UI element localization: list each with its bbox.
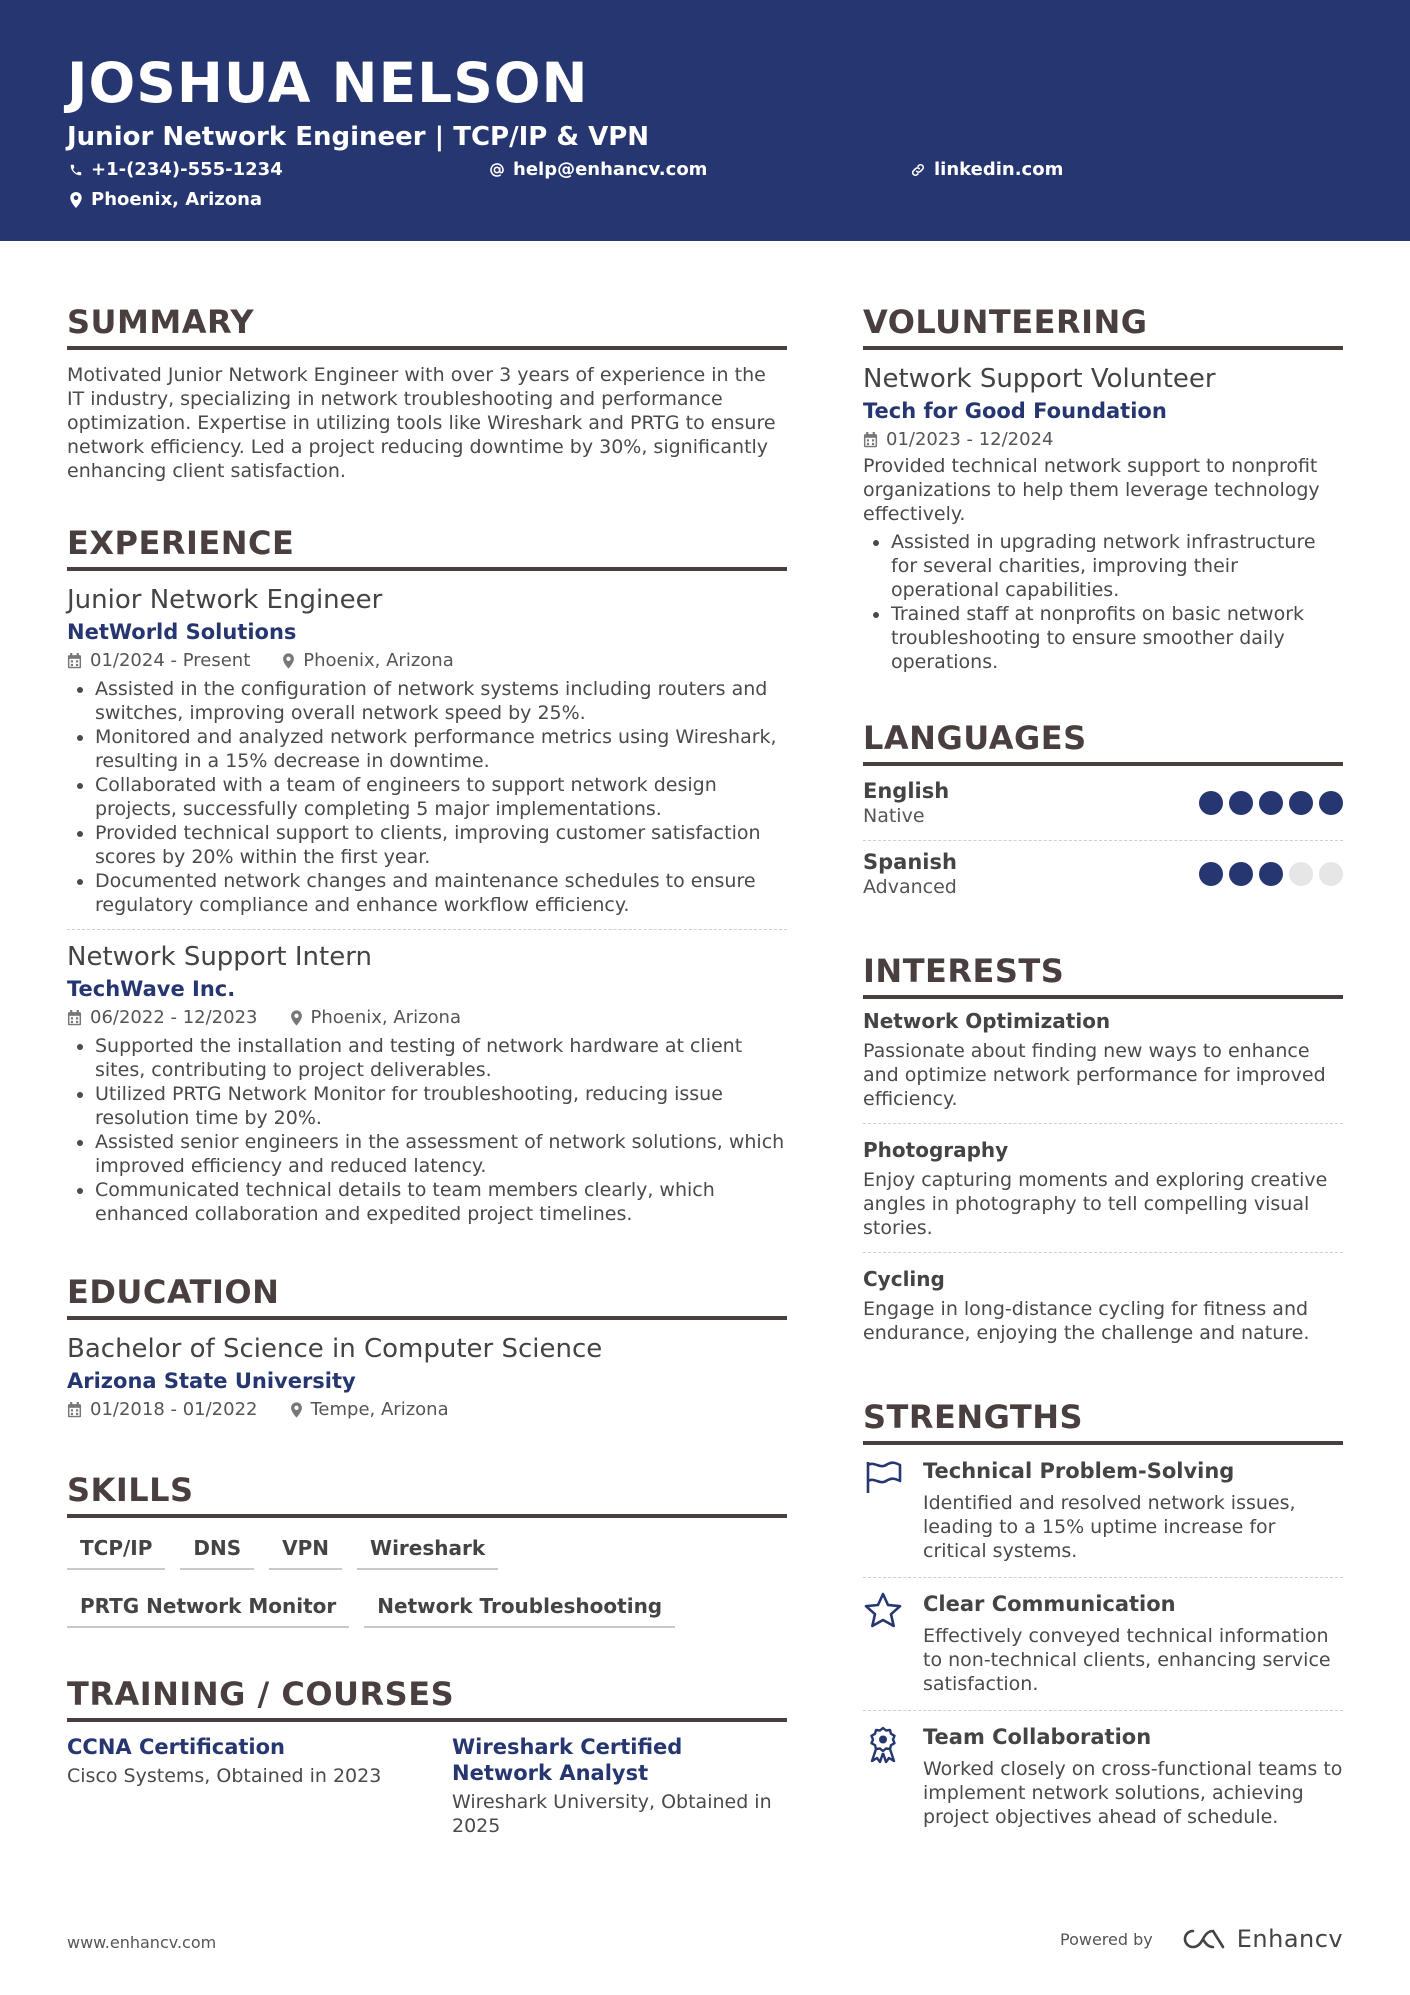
header-banner: [0, 0, 1410, 241]
section-title-interests: INTERESTS: [863, 947, 1343, 999]
list-item: • Trained staff at nonprofits on basic network troubleshooting to ensure smoother daily operations.: [891, 602, 1343, 674]
rating-dot-filled: [1199, 862, 1223, 886]
calendar-icon: [67, 653, 82, 669]
skill-tag: PRTG Network Monitor: [67, 1588, 349, 1628]
section-title-training: TRAINING / COURSES: [67, 1670, 787, 1722]
location-pin-icon: [282, 653, 295, 669]
brand-name: Enhancv: [1236, 1925, 1344, 1953]
list-item: • Monitored and analyzed network performance metrics using Wireshark, resulting in a 15% decrease in downtime.: [95, 725, 787, 773]
job-location: Phoenix, Arizona: [310, 1007, 461, 1028]
powered-by-text: Powered by: [1060, 1929, 1153, 1949]
job-dates: 01/2024 - Present: [90, 650, 251, 671]
experience-section: [67, 519, 787, 1226]
language-name: Spanish: [863, 850, 957, 874]
languages-section: [863, 714, 1343, 911]
right-column: [863, 298, 1343, 1843]
skills-list: [67, 1530, 787, 1646]
strength-item: [863, 1711, 1343, 1843]
strengths-section: [863, 1393, 1343, 1843]
volunteer-org[interactable]: Tech for Good Foundation: [863, 399, 1167, 423]
interest-text: Passionate about finding new ways to enhance and optimize network performance for improved efficiency.: [863, 1040, 1326, 1110]
education-section: [67, 1268, 787, 1424]
location-text: Phoenix, Arizona: [91, 189, 263, 210]
rating-dot-filled: [1199, 791, 1223, 815]
degree-title: Bachelor of Science in Computer Science: [67, 1334, 603, 1364]
education-meta: [67, 1396, 787, 1424]
job-company[interactable]: TechWave Inc.: [67, 977, 236, 1001]
flag-icon: [863, 1459, 903, 1495]
strength-title: Clear Communication: [923, 1592, 1176, 1616]
contact-email[interactable]: [489, 158, 707, 182]
summary-section: [67, 298, 787, 483]
volunteer-role: Network Support Volunteer: [863, 364, 1216, 394]
section-title-volunteering: VOLUNTEERING: [863, 298, 1343, 350]
list-item: • Provided technical support to clients, improving customer satisfaction scores by 20% within the first year.: [95, 821, 787, 869]
course-item: [452, 1734, 787, 1838]
training-section: [67, 1670, 787, 1838]
volunteer-bullets: [863, 530, 1343, 674]
interest-text: Engage in long-distance cycling for fitness and endurance, enjoying the challenge and nature.: [863, 1298, 1310, 1344]
language-item: [863, 841, 1343, 911]
entry-divider: [67, 929, 787, 930]
volunteer-dates: 01/2023 - 12/2024: [886, 429, 1054, 450]
contact-phone[interactable]: [69, 158, 283, 182]
skill-tag: Wireshark: [357, 1530, 498, 1570]
calendar-icon: [67, 1010, 82, 1026]
job-meta: [67, 647, 787, 675]
email-text: help@enhancv.com: [513, 159, 708, 180]
skills-section: [67, 1466, 787, 1646]
star-icon: [863, 1592, 903, 1628]
strength-item: [863, 1445, 1343, 1578]
experience-entry: [67, 940, 787, 1226]
strength-title: Team Collaboration: [923, 1725, 1152, 1749]
location-pin-icon: [290, 1010, 303, 1026]
rating-dot-filled: [1229, 862, 1253, 886]
rating-dot-filled: [1319, 791, 1343, 815]
interest-text: Enjoy capturing moments and exploring creative angles in photography to tell compelling visual stories.: [863, 1169, 1328, 1239]
job-role: Network Support Intern: [67, 942, 372, 972]
skill-tag: VPN: [269, 1530, 342, 1570]
interest-item: [863, 1253, 1343, 1345]
interest-title: Network Optimization: [863, 1009, 1111, 1033]
job-dates: 06/2022 - 12/2023: [90, 1007, 258, 1028]
interests-section: [863, 947, 1343, 1345]
course-detail: Wireshark University, Obtained in 2025: [452, 1791, 772, 1837]
section-title-experience: EXPERIENCE: [67, 519, 787, 571]
education-location: Tempe, Arizona: [310, 1399, 449, 1420]
language-name: English: [863, 779, 950, 803]
language-level: Native: [863, 805, 925, 827]
job-company[interactable]: NetWorld Solutions: [67, 620, 297, 644]
strength-text: Identified and resolved network issues, leading to a 15% uptime increase for critical systems.: [923, 1492, 1296, 1562]
strength-title: Technical Problem-Solving: [923, 1459, 1235, 1483]
skill-tag: DNS: [180, 1530, 254, 1570]
phone-icon: [69, 163, 83, 177]
interest-item: [863, 1007, 1343, 1124]
rating-dot-filled: [1259, 862, 1283, 886]
at-icon: [489, 162, 505, 178]
language-rating: [1193, 862, 1343, 886]
contact-location: [69, 188, 262, 212]
calendar-icon: [67, 1402, 82, 1418]
job-location: Phoenix, Arizona: [303, 650, 454, 671]
course-item: [67, 1734, 452, 1838]
section-title-education: EDUCATION: [67, 1268, 787, 1320]
candidate-name: JOSHUA NELSON: [67, 51, 589, 115]
rating-dot-empty: [1319, 862, 1343, 886]
strength-text: Worked closely on cross-functional teams to implement network solutions, achieving project objectives ahead of schedule.: [923, 1758, 1343, 1828]
linkedin-text: linkedin.com: [934, 159, 1064, 180]
location-pin-icon: [69, 192, 83, 208]
strength-text: Effectively conveyed technical information to non-technical clients, enhancing service satisfaction.: [923, 1625, 1331, 1695]
job-role: Junior Network Engineer: [67, 585, 383, 615]
strength-item: [863, 1578, 1343, 1711]
job-bullets: [67, 677, 787, 917]
list-item: • Documented network changes and maintenance schedules to ensure regulatory compliance and enhance workflow efficiency.: [95, 869, 787, 917]
list-item: • Communicated technical details to team members clearly, which enhanced collaboration and expedited project timelines.: [95, 1178, 787, 1226]
skill-tag: Network Troubleshooting: [364, 1588, 675, 1628]
course-title: Wireshark Certified Network Analyst: [452, 1735, 683, 1785]
list-item: • Collaborated with a team of engineers to support network design projects, successfully completing 5 major implementations.: [95, 773, 787, 821]
course-detail: Cisco Systems, Obtained in 2023: [67, 1765, 382, 1787]
language-item: [863, 770, 1343, 841]
education-dates: 01/2018 - 01/2022: [90, 1399, 258, 1420]
enhancv-logo-icon: [1179, 1927, 1227, 1951]
candidate-headline: Junior Network Engineer | TCP/IP & VPN: [67, 122, 650, 152]
course-title: CCNA Certification: [67, 1735, 286, 1759]
award-icon: [863, 1725, 903, 1765]
interest-title: Photography: [863, 1138, 1009, 1162]
experience-entry: [67, 583, 787, 917]
interest-item: [863, 1124, 1343, 1253]
section-title-strengths: STRENGTHS: [863, 1393, 1343, 1445]
section-title-summary: SUMMARY: [67, 298, 787, 350]
section-title-skills: SKILLS: [67, 1466, 787, 1518]
calendar-icon: [863, 432, 878, 448]
summary-text: Motivated Junior Network Engineer with over 3 years of experience in the IT industry, specializing in network troubleshooting and performance optimization. Expertise in utilizing tools like Wireshark and PRTG to ensure network efficiency. Led a project reducing downtime by 30%, significantly enhancing client satisfaction.: [67, 364, 776, 482]
interest-title: Cycling: [863, 1267, 945, 1291]
courses-list: [67, 1734, 787, 1838]
job-meta: [67, 1004, 787, 1032]
list-item: • Assisted senior engineers in the assessment of network solutions, which improved efficiency and reduced latency.: [95, 1130, 787, 1178]
contact-linkedin[interactable]: [910, 158, 1063, 182]
volunteering-section: [863, 298, 1343, 674]
list-item: • Utilized PRTG Network Monitor for troubleshooting, reducing issue resolution time by 20%.: [95, 1082, 787, 1130]
rating-dot-filled: [1229, 791, 1253, 815]
rating-dot-filled: [1259, 791, 1283, 815]
footer-brand[interactable]: [1060, 1925, 1343, 1953]
list-item: • Assisted in upgrading network infrastructure for several charities, improving their operational capabilities.: [891, 530, 1343, 602]
language-rating: [1193, 791, 1343, 815]
section-title-languages: LANGUAGES: [863, 714, 1343, 766]
volunteer-meta: [863, 426, 1343, 454]
job-bullets: [67, 1034, 787, 1226]
volunteer-description: Provided technical network support to nonprofit organizations to help them leverage technology effectively.: [863, 455, 1320, 525]
footer-website[interactable]: www.enhancv.com: [67, 1933, 217, 1952]
rating-dot-empty: [1289, 862, 1313, 886]
rating-dot-filled: [1289, 791, 1313, 815]
phone-text: +1-(234)-555-1234: [91, 159, 283, 180]
skill-tag: TCP/IP: [67, 1530, 165, 1570]
left-column: [67, 298, 787, 1838]
list-item: • Assisted in the configuration of network systems including routers and switches, improving overall network speed by 25%.: [95, 677, 787, 725]
location-pin-icon: [290, 1402, 303, 1418]
language-level: Advanced: [863, 876, 957, 898]
link-icon: [910, 162, 926, 178]
school-name[interactable]: Arizona State University: [67, 1369, 356, 1393]
list-item: • Supported the installation and testing of network hardware at client sites, contributing to project deliverables.: [95, 1034, 787, 1082]
